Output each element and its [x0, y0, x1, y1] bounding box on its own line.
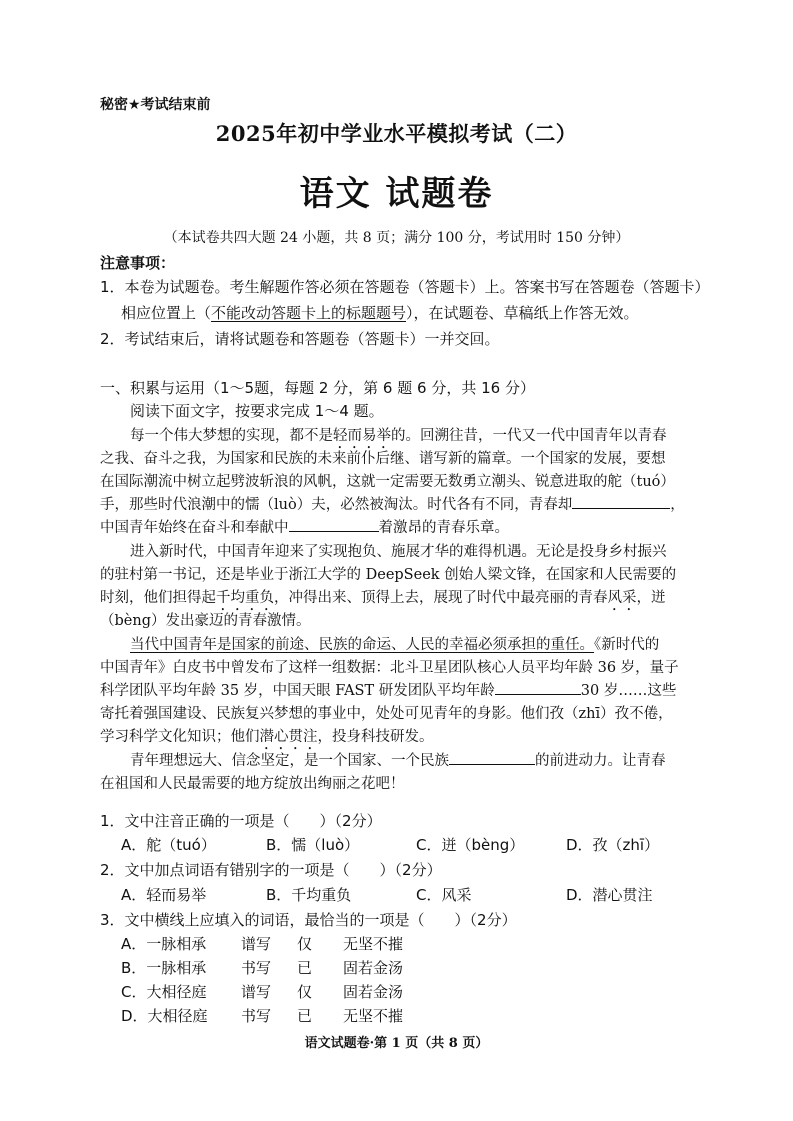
page-footer: 语文试题卷·第 1 页（共 8 页） — [304, 1036, 489, 1051]
passage-text: 《新时代的 — [594, 637, 660, 653]
q3-option-b-word3: 已 — [297, 959, 313, 977]
passage-line: 寄托着强国建设、民族复兴梦想的事业中，处处可见青年的身影。他们孜（zhī）孜不倦， — [100, 706, 673, 722]
passage-line: 中国青年》白皮书中曾发布了这样一组数据：北斗卫星团队核心人员平均年龄 36 岁，量子 — [100, 660, 679, 676]
question-1: 1．文中注音正确的一项是（ ）（2分） — [100, 812, 382, 830]
passage-text: 时刻，他们担得起 — [100, 590, 216, 606]
section-1-instruction: 阅读下面文字，按要求完成 1～4 题。 — [130, 402, 384, 420]
fill-blank — [495, 680, 581, 695]
passage-line — [100, 493, 685, 514]
passage-text: 30 岁……这些 — [580, 683, 677, 699]
passage-line — [100, 516, 509, 537]
q3-option-d-word3: 已 — [297, 1007, 313, 1025]
notice-text: 相应位置上（ — [121, 304, 212, 322]
q3-option-b-word2: 书写 — [241, 959, 272, 977]
passage-line — [130, 749, 666, 770]
section-1-heading: 一、积累与运用（1～5题，每题 2 分，第 6 题 6 分，共 16 分） — [100, 379, 535, 397]
subject-title: 语文 试题卷 — [299, 174, 494, 214]
passage-line: 进入新时代，中国青年迎来了实现抱负、施展才华的难得机遇。无论是投身乡村振兴 — [130, 544, 667, 560]
q1-option-d: D．孜（zhī） — [566, 836, 660, 854]
q2-option-a: A．轻而易举 — [121, 886, 207, 904]
notice-item-1-cont — [121, 302, 639, 323]
q3-option-d-word4: 无坚不摧 — [343, 1007, 404, 1025]
notice-text: ），在试题卷、草稿纸上作答无效。 — [406, 304, 639, 322]
q1-option-c: C．迸（bèng） — [416, 836, 525, 854]
passage-text: 着激昂的青春乐章。 — [378, 520, 509, 536]
notice-heading: 注意事项： — [100, 254, 176, 272]
question-2: 2．文中加点词语有错别字的一项是（ ）（2分） — [100, 861, 442, 879]
dotted-word: 千均重负 — [216, 590, 274, 606]
q3-option-a-word4: 无坚不摧 — [343, 935, 404, 953]
notice-underlined-text: 不能改动答题卡上的标题题号 — [211, 304, 407, 322]
q3-option-d-word2: 书写 — [241, 1007, 272, 1025]
underlined-sentence: 当代中国青年是国家的前途、民族的命运、人民的幸福必须承担的重任。 — [130, 637, 594, 653]
notice-item-2: 2．考试结束后，请将试题卷和答题卷（答题卡）一并交回。 — [100, 330, 500, 348]
exam-title: 2025年初中学业水平模拟考试（二） — [215, 121, 578, 146]
passage-text: 的。回溯往昔，一代又一代中国青年以青春 — [391, 428, 667, 444]
passage-line: （bèng）发出豪迈的青春激情。 — [100, 613, 311, 629]
exam-info: （本试卷共四大题 24 小题，共 8 页；满分 100 分，考试用时 150 分钟） — [163, 230, 630, 246]
notice-item-1: 1．本卷为试题卷。考生解题作答必须在答题卷（答题卡）上。答案书写在答题卷（答题卡） — [100, 278, 710, 296]
q3-option-c-word1: C．大相径庭 — [121, 983, 207, 1001]
q2-option-d: D．潜心贯注 — [566, 886, 653, 904]
q3-option-a-word2: 谱写 — [241, 935, 272, 953]
dotted-word: 潜心贯注 — [259, 729, 318, 745]
q1-option-a: A．舵（tuó） — [121, 836, 216, 854]
q3-option-b-word1: B．一脉相承 — [121, 959, 207, 977]
q3-option-c-word4: 固若金汤 — [343, 983, 404, 1001]
q3-option-a-word3: 仅 — [297, 935, 313, 953]
confidential-mark: 秘密★考试结束前 — [100, 97, 211, 113]
passage-line — [130, 633, 659, 654]
passage-line: 在国际潮流中树立起劈波斩浪的风帆，这就一定需要无数勇立潮头、锐意进取的舵（tuó） — [100, 474, 675, 490]
passage-text: 科学团队平均年龄 35 岁，中国天眼 FAST 研发团队平均年龄 — [100, 683, 495, 699]
passage-text: 每一个伟大梦想的实现，都不是 — [130, 428, 333, 444]
question-3: 3．文中横线上应填入的词语，最恰当的一项是（ ）（2分） — [100, 911, 517, 929]
passage-line: 之我、奋斗之我，为国家和民族的未来前仆后继、谱写新的篇章。一个国家的发展，要想 — [100, 451, 666, 467]
passage-text: 手，那些时代浪潮中的懦（luò）夫，必然被淘汰。时代各有不同，青春却 — [100, 497, 573, 513]
q1-option-b: B．懦（luò） — [266, 836, 360, 854]
passage-text: 青年理想远大、信念坚定，是一个国家、一个民族 — [130, 753, 449, 769]
passage-text: ，投身科技研发。 — [317, 729, 434, 745]
q3-option-a-word1: A．一脉相承 — [121, 935, 207, 953]
passage-text: ， — [670, 497, 685, 513]
fill-blank — [289, 517, 379, 532]
q3-option-b-word4: 固若金汤 — [343, 959, 404, 977]
fill-blank — [449, 750, 535, 765]
q3-option-c-word3: 仅 — [297, 983, 313, 1001]
q3-option-d-word1: D．大相径庭 — [121, 1007, 208, 1025]
q2-option-c: C．风采 — [416, 886, 472, 904]
q2-option-b: B．千均重负 — [266, 886, 352, 904]
dotted-word: 风采 — [607, 590, 637, 606]
passage-text: ，迸 — [636, 590, 666, 606]
passage-line: 的驻村第一书记，还是毕业于浙江大学的 DeepSeek 创始人梁文锋，在国家和人民需要的 — [100, 567, 677, 583]
fill-blank — [572, 494, 670, 509]
passage-text: ，冲得出来、顶得上去，展现了时代中最亮丽的青春 — [274, 590, 608, 606]
q3-option-c-word2: 谱写 — [241, 983, 272, 1001]
passage-line: 在祖国和人民最需要的地方绽放出绚丽之花吧！ — [100, 776, 405, 792]
passage-line — [100, 679, 676, 700]
dotted-word: 轻而易举 — [333, 428, 391, 444]
passage-text: 中国青年始终在奋斗和奉献中 — [100, 520, 289, 536]
passage-text: 学习科学文化知识；他们 — [100, 729, 260, 745]
passage-text: 的前进动力。让青春 — [535, 753, 666, 769]
